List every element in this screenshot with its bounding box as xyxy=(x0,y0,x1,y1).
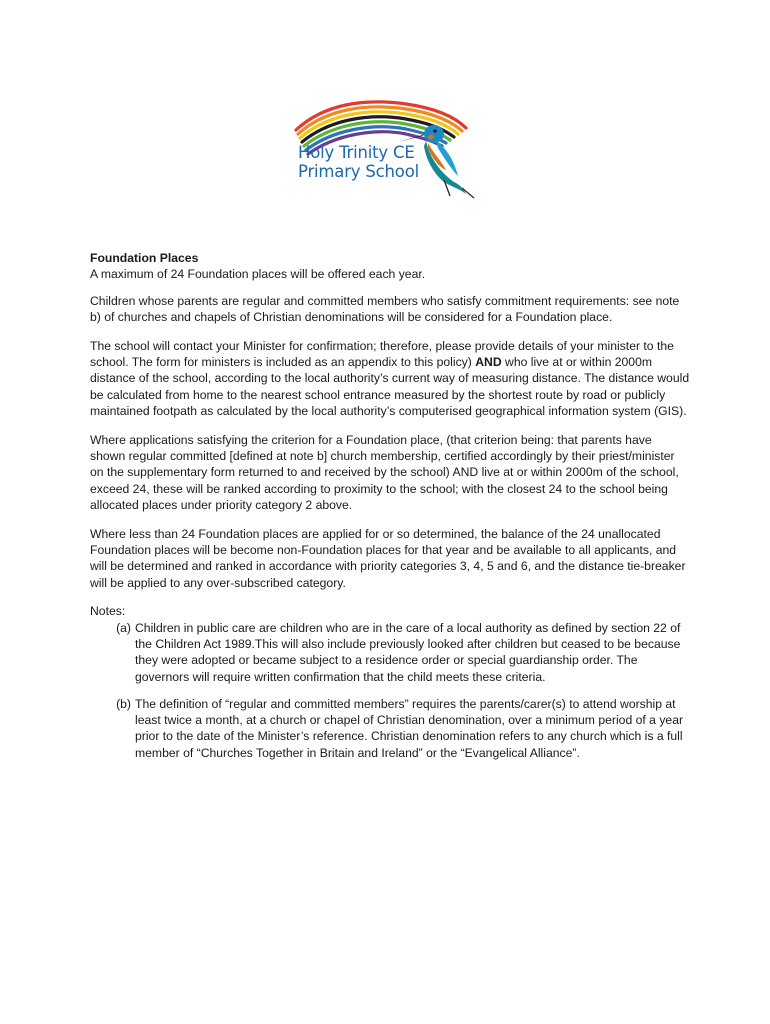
paragraph-text: The school will contact your Minister for confirmation; therefore, please provide details of your minister to the school. The form for ministers is included as an appendix to this policy) xyxy=(90,338,674,369)
and-emphasis: AND xyxy=(475,354,502,369)
paragraph-text: who live at or within 2000m distance of the school, according to the local authority’s current way of measuring distance. The distance would be calculated from home to the nearest school entrance measured by the shortest route by road or publicly maintained footpath as calculated by the local authority’s computerised geographical information system (GIS). xyxy=(90,354,690,418)
note-item xyxy=(90,696,690,761)
school-name-line-2: Primary School xyxy=(298,162,419,181)
section-heading: Foundation Places xyxy=(90,251,199,265)
paragraph-ranking: Where applications satisfying the criterion for a Foundation place, (that criterion being: that parents have shown regular committed [defined at note b] church membership, certified accordingly by their priest/minister on the supplementary form returned to and received by the school) AND live at or within 2000m of the school, exceed 24, these will be ranked according to proximity to the school; with the closest 24 to the school being allocated places under priority category 2 above. xyxy=(90,432,679,512)
school-name xyxy=(298,143,419,181)
notes-label: Notes: xyxy=(90,604,126,619)
intro-paragraph: A maximum of 24 Foundation places will be offered each year. xyxy=(90,267,426,282)
school-name-line-1: Holy Trinity CE xyxy=(298,143,415,162)
note-letter: (b) xyxy=(116,696,131,711)
paragraph-unallocated-places: Where less than 24 Foundation places are applied for or so determined, the balance of the 24 unallocated Foundation places will be become non-Foundation places for that year and be available to all applicants, and will be determined and ranked in accordance with priority categories 3, 4, 5 and 6, and the distance tie-breaker will be applied to any over-subscribed category. xyxy=(90,526,686,590)
paragraph-commitment: Children whose parents are regular and committed members who satisfy commitment requirements: see note b) of churches and chapels of Christian denominations will be considered for a Foundation place. xyxy=(90,293,680,324)
paragraph-minister-contact xyxy=(90,338,690,419)
note-item xyxy=(90,620,690,685)
note-letter: (a) xyxy=(116,620,131,635)
note-text: The definition of “regular and committed members” requires the parents/carer(s) to attend worship at least twice a month, at a church or chapel of Christian denomination, over a minimum period of a year prior to the date of the Minister’s reference. Christian denomination refers to any church which is a full member of “Churches Together in Britain and Ireland” or the “Evangelical Alliance”. xyxy=(135,696,684,760)
document-body xyxy=(90,250,690,772)
school-logo xyxy=(294,96,480,200)
note-text: Children in public care are children who are in the care of a local authority as defined by section 22 of the Children Act 1989.This will also include previously looked after children but ceased to be because they were adopted or became subject to a residence order or special guardianship order. The governors will require written confirmation that the child meets these criteria. xyxy=(135,620,681,684)
